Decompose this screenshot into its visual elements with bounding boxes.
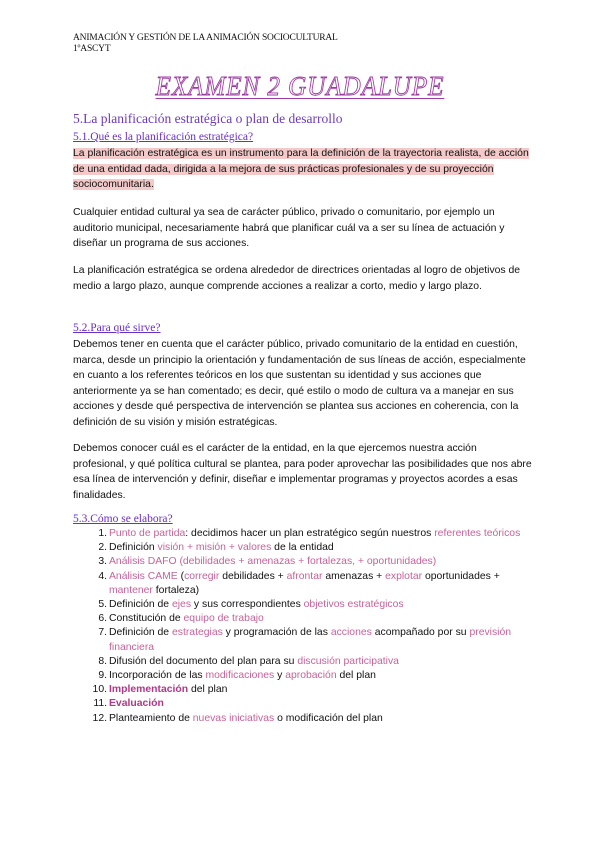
list-item-number: 8. — [98, 655, 107, 667]
list-item — [73, 697, 533, 711]
list-item — [73, 669, 533, 683]
subsection-heading-5-1: 5.1.Qué es la planificación estratégica? — [73, 131, 254, 143]
highlighted-term: afrontar — [286, 570, 323, 582]
highlighted-term: equipo de trabajo — [183, 613, 264, 625]
highlighted-term: estrategias — [171, 627, 223, 639]
document-header — [73, 33, 338, 55]
list-item-text: Incorporación de las — [109, 670, 206, 682]
list-item-text: amenazas + — [322, 570, 386, 582]
highlighted-term: Evaluación — [109, 698, 164, 710]
steps-list — [73, 527, 533, 726]
header-course-code: 1ºASCYT — [73, 44, 111, 54]
document-title: EXAMEN 2 GUADALUPE — [155, 71, 445, 101]
list-item-text: fortaleza) — [152, 584, 200, 596]
list-item — [73, 527, 533, 541]
list-item-text: del plan — [188, 684, 228, 696]
list-item-text: Definición de — [109, 599, 172, 611]
subsection-heading-5-3: 5.3.Cómo se elabora? — [73, 513, 173, 525]
list-item-text: de la entidad — [271, 542, 334, 554]
list-item-number: 1. — [98, 528, 107, 539]
paragraph-conocer-caracter: Debemos conocer cuál es el carácter de la entidad, en la que ejercemos nuestra acción profesional, y qué política cultural se plantea, para poder aprovechar las posibilidades que nos abre esa línea de intervención y definir, diseñar e implementar programas y proyectos acordes a esas finalidades. — [73, 443, 532, 501]
list-item — [73, 712, 533, 726]
list-item — [73, 683, 533, 697]
list-item-number: 2. — [98, 542, 107, 554]
highlighted-term: Implementación — [109, 684, 189, 696]
highlighted-term: Análisis CAME — [109, 570, 181, 582]
list-item-text: Planteamiento de — [109, 712, 193, 724]
list-item-number: 6. — [98, 613, 107, 625]
list-item-number: 4. — [98, 570, 107, 582]
header-course-title: ANIMACIÓN Y GESTIÓN DE LA ANIMACIÓN SOCIOCULTURAL — [73, 33, 338, 43]
list-item-number: 5. — [98, 599, 107, 611]
list-item — [73, 655, 533, 669]
definition-paragraph — [73, 146, 533, 193]
highlighted-term: Punto de partida — [109, 528, 186, 539]
paragraph-entity-culture: Cualquier entidad cultural ya sea de carácter público, privado o comunitario, por ejemplo un auditorio municipal, necesariamente habrá que planificar cuál va a ser su línea de actuación y diseñar un programa de sus acciones. — [73, 207, 505, 250]
list-item-text: del plan — [336, 670, 376, 682]
section-heading: 5.La planificación estratégica o plan de desarrollo — [73, 111, 343, 126]
list-item-text: Constitución de — [109, 613, 184, 625]
highlighted-term: explotar — [385, 570, 423, 582]
highlighted-term: nuevas iniciativas — [192, 712, 275, 724]
list-item-text: y programación de las — [222, 627, 331, 639]
highlighted-term: visión + misión + valores — [157, 542, 272, 554]
highlighted-term: discusión participativa — [297, 655, 399, 667]
list-item-number: 11. — [93, 698, 107, 710]
list-item-text: debilidades + — [219, 570, 287, 582]
list-item-number: 12. — [92, 712, 107, 724]
highlighted-term: modificaciones — [205, 670, 275, 682]
list-item-text: Definición — [109, 542, 158, 554]
list-item — [73, 555, 533, 569]
highlighted-term: referentes teóricos — [434, 528, 521, 539]
list-item-number: 10. — [92, 684, 107, 696]
paragraph-caracter-publico: Debemos tener en cuenta que el carácter público, privado comunitario de la entidad en cuestión, marca, desde un principio la orientación y fundamentación de sus líneas de acción, especialmente en cuanto a los referentes teóricos en los que sustentan su identidad y sus acciones que anteriormente ya se han comentado; es decir, qué estilo o modo de cultura va a manejar en sus acciones y desde qué perspectiva de intervención se plantea sus acciones en coherencia, con la definición de su visión y misión estratégicas. — [73, 339, 526, 428]
subsection-heading-5-2: 5.2.Para qué sirve? — [73, 322, 161, 334]
list-item-text: Difusión del documento del plan para su — [109, 655, 298, 667]
highlighted-term: aprobación — [285, 670, 337, 682]
highlighted-term: acciones — [330, 627, 372, 639]
list-item-text: y sus correspondientes — [191, 599, 304, 611]
list-item-text: y — [274, 670, 286, 682]
list-item-text: acompañado por su — [371, 627, 470, 639]
list-item — [73, 598, 533, 612]
list-item — [73, 570, 533, 598]
list-item — [73, 612, 533, 626]
list-item-number: 7. — [98, 627, 107, 639]
list-item-text: Definición de — [109, 627, 172, 639]
list-item-text: : decidimos hacer un plan estratégico según nuestros — [185, 528, 435, 539]
highlighted-term: ejes — [171, 599, 192, 611]
list-item-number: 3. — [98, 556, 107, 568]
highlighted-term: mantener — [109, 584, 153, 596]
highlighted-term: corregir — [184, 570, 220, 582]
highlighted-term: objetivos estratégicos — [303, 599, 404, 611]
highlighted-definition: La planificación estratégica es un instrumento para la definición de la trayectoria realista, de acción de una entidad dada, dirigida a la mejora de sus prácticas profesionales y de su proyección sociocomunitaria. — [73, 148, 529, 191]
highlighted-term: Análisis DAFO (debilidades + amenazas + fortalezas, + oportunidades) — [109, 556, 437, 568]
list-item — [73, 626, 533, 654]
list-item-text: o modificación del plan — [274, 712, 383, 724]
highlighted-term: previsión financiera — [109, 627, 512, 653]
list-item-number: 9. — [98, 670, 107, 682]
list-item-text: ( — [180, 570, 185, 582]
list-item — [73, 541, 533, 555]
paragraph-directrices: La planificación estratégica se ordena alrededor de directrices orientadas al logro de objetivos de medio a largo plazo, aunque comprende acciones a realizar a corto, medio y largo plazo. — [73, 265, 521, 292]
list-item-text: oportunidades + — [422, 570, 500, 582]
